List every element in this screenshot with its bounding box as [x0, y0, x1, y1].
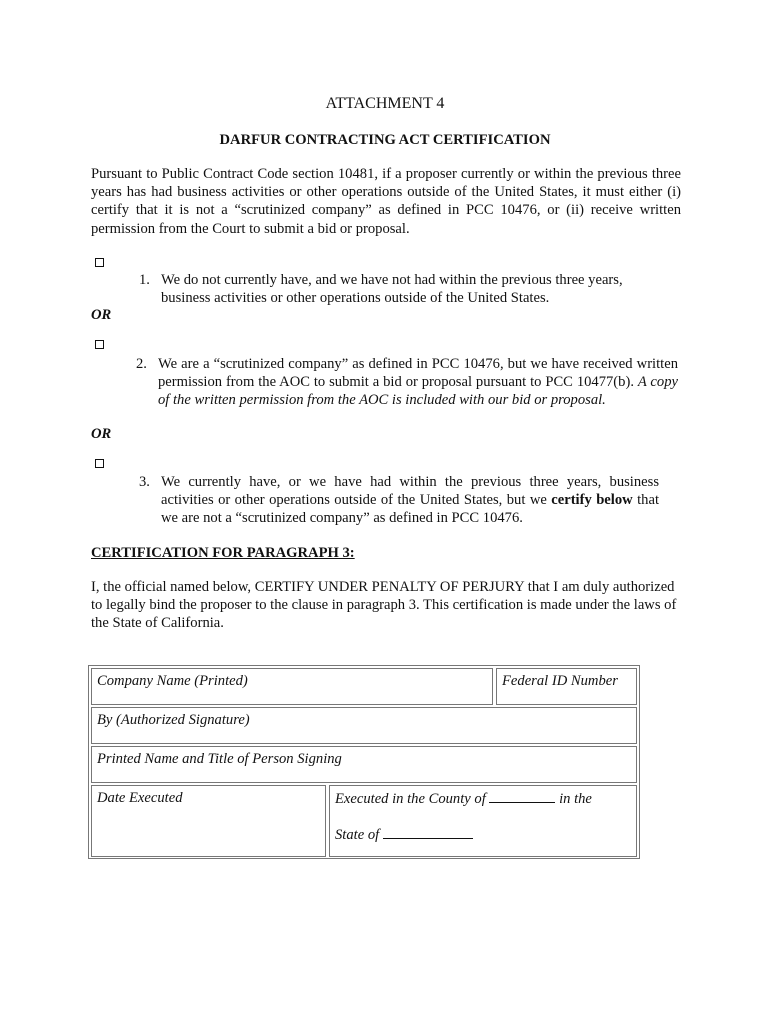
- company-name-field[interactable]: [91, 668, 493, 705]
- state-label: State of: [335, 827, 380, 843]
- page-title: ATTACHMENT 4: [325, 95, 445, 112]
- option-1: [139, 271, 659, 307]
- date-executed-field[interactable]: [91, 785, 326, 857]
- option-3-text-after: that we are not a “scrutinized company” as defined in PCC 10476.: [161, 492, 659, 527]
- county-suffix: in the: [559, 791, 592, 807]
- certification-text: I, the official named below, CERTIFY UNDER PENALTY OF PERJURY that I am duly authorized to legally bind the proposer to the clause in paragraph 3. This certification is made under the laws of the State of California.: [91, 579, 677, 632]
- option-2-text: We are a “scrutinized company” as defined in PCC 10476, but we have received written permission from the AOC to submit a bid or proposal pursuant to PCC 10477(b).: [158, 356, 678, 391]
- option-1-checkbox[interactable]: [95, 258, 104, 267]
- signature-label: By (Authorized Signature): [97, 712, 250, 728]
- or-label-2: OR: [91, 426, 112, 442]
- state-blank[interactable]: [383, 825, 473, 839]
- federal-id-label: Federal ID Number: [502, 673, 618, 689]
- option-2-italic-note: A copy of the written permission from the AOC is included with our bid or proposal.: [158, 374, 678, 409]
- option-2: [136, 355, 678, 410]
- certification-form: [88, 665, 640, 859]
- option-3-number: 3.: [139, 474, 150, 490]
- option-3-checkbox[interactable]: [95, 459, 104, 468]
- intro-paragraph: Pursuant to Public Contract Code section 10481, if a proposer currently or within the previous three years has had business activities or other operations outside of the United States, it must either (i) certify that it is not a “scrutinized company” as defined in PCC 10476, or (ii) receive written permission from the Court to submit a bid or proposal.: [91, 166, 681, 237]
- county-blank[interactable]: [489, 789, 555, 803]
- certification-heading: CERTIFICATION FOR PARAGRAPH 3:: [91, 545, 355, 561]
- county-state-field[interactable]: [329, 785, 637, 857]
- date-executed-label: Date Executed: [97, 790, 183, 806]
- page-subtitle: DARFUR CONTRACTING ACT CERTIFICATION: [219, 132, 551, 148]
- federal-id-field[interactable]: [496, 668, 637, 705]
- option-1-number: 1.: [139, 272, 150, 288]
- option-3-text-before: We currently have, or we have had within the previous three years, business activities or other operations outside of the United States, but we: [161, 474, 659, 509]
- option-2-body: [158, 355, 678, 410]
- printed-name-label: Printed Name and Title of Person Signing: [97, 751, 342, 767]
- signature-field[interactable]: [91, 707, 637, 744]
- county-label: Executed in the County of: [335, 791, 486, 807]
- printed-name-field[interactable]: [91, 746, 637, 783]
- option-3-bold-text: certify below: [551, 492, 633, 509]
- option-2-checkbox[interactable]: [95, 340, 104, 349]
- company-name-label: Company Name (Printed): [97, 673, 248, 689]
- option-3-body: [161, 473, 659, 528]
- option-3: [139, 473, 659, 528]
- or-label-1: OR: [91, 307, 112, 323]
- option-1-text: We do not currently have, and we have not had within the previous three years, business activities or other operations outside of the United States.: [161, 272, 623, 307]
- option-2-number: 2.: [136, 356, 147, 372]
